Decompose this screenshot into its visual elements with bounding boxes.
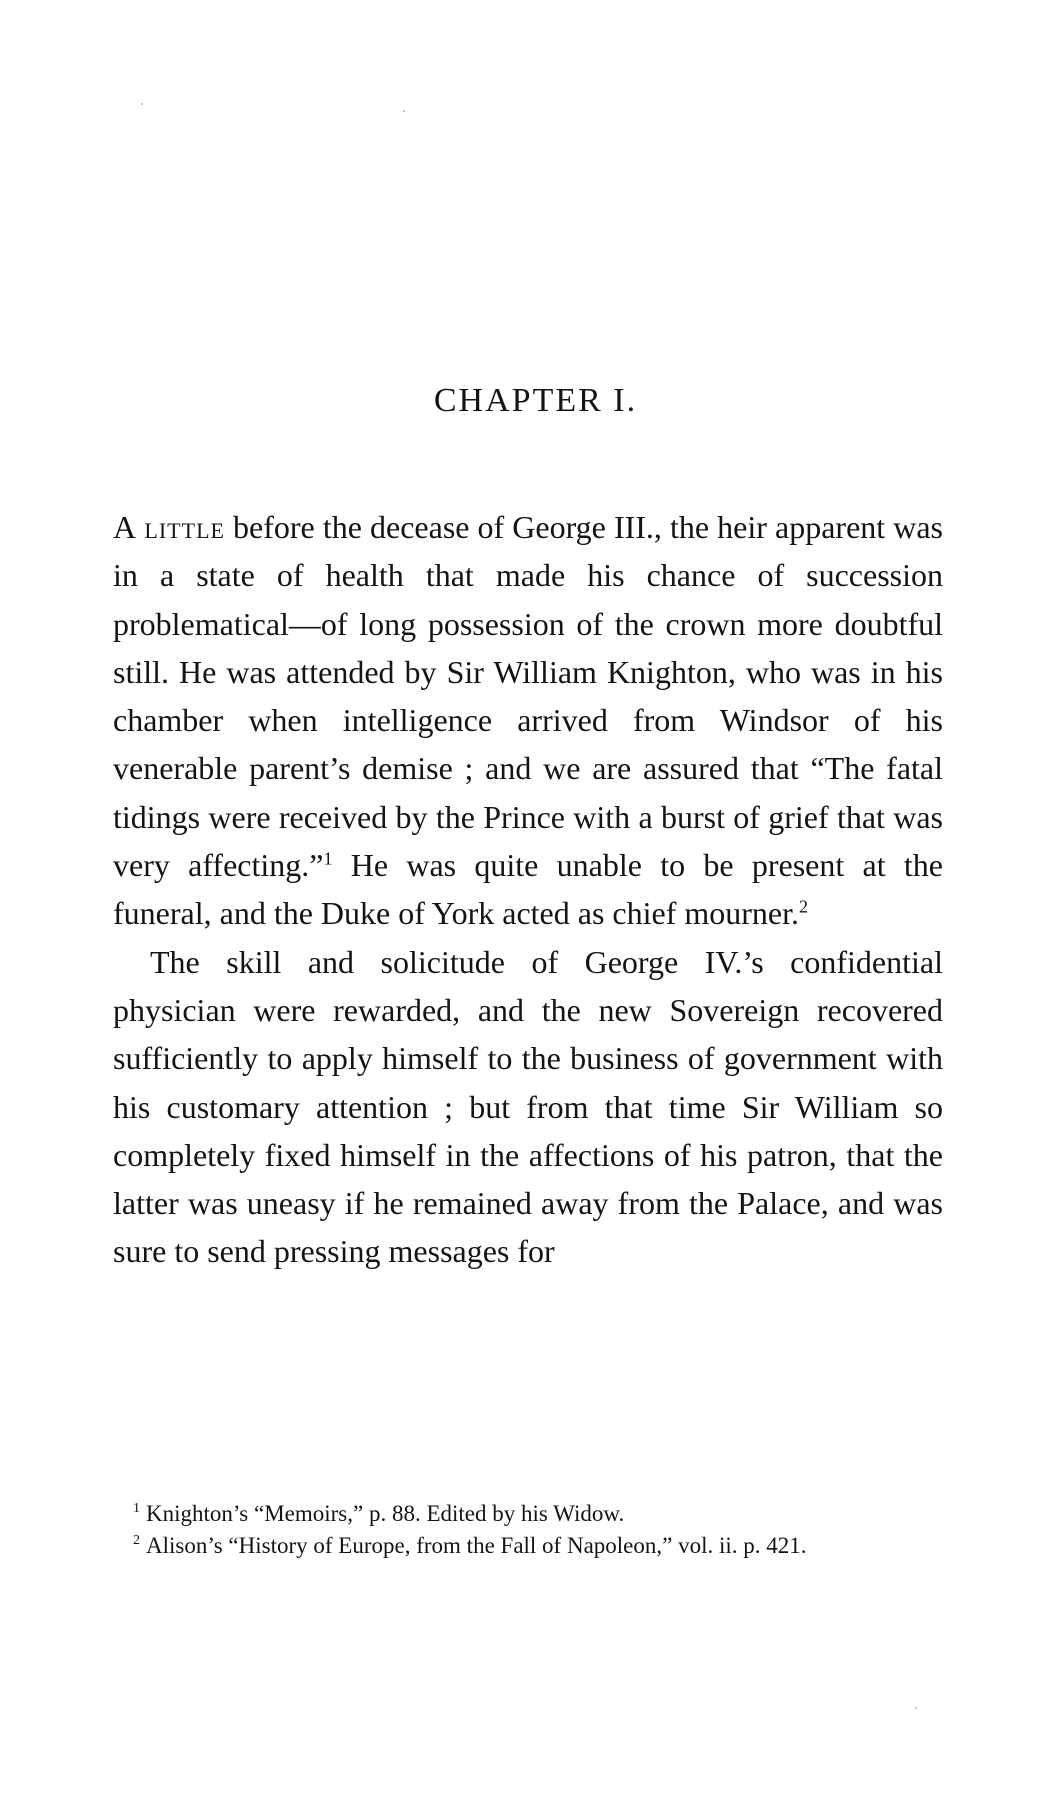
- paper-speck: [915, 1707, 917, 1709]
- paragraph-1-text-continued: He was quite unable to be present at the funeral, and the Duke of York acted as chief mourner.: [113, 847, 944, 932]
- footnote-2: [113, 1530, 943, 1562]
- paragraph-lead-in: A little: [113, 509, 225, 545]
- paper-speck: [403, 110, 405, 112]
- body-text: [113, 503, 943, 1276]
- footnotes: [113, 1498, 943, 1562]
- paragraph-2: The skill and solicitude of George IV.’s confidential physician were rewarded, and the new Sovereign recovered sufficiently to apply himself to the business of government with his customary attention ; but from that time Sir William so completely fixed himself in the affections of his patron, that the latter was uneasy if he remained away from the Palace, and was sure to send pressing messages for: [113, 943, 943, 1270]
- footnote-mark-1: 1: [133, 1501, 140, 1517]
- paper-speck: [141, 103, 143, 105]
- footnote-1: [113, 1498, 943, 1530]
- chapter-heading: CHAPTER I.: [433, 382, 638, 419]
- paragraph-1: [113, 503, 943, 938]
- footnote-mark-2: 2: [133, 1533, 140, 1549]
- footnote-2-text: Alison’s “History of Europe, from the Fall of Napoleon,” vol. ii. p. 421.: [146, 1533, 807, 1558]
- footnote-1-text: Knighton’s “Memoirs,” p. 88. Edited by his Widow.: [146, 1501, 625, 1526]
- paragraph-1-text: before the decease of George III., the heir apparent was in a state of health that made his chance of succession problematical—of long possession of the crown more doubtful still. He was attended by Sir William Knighton, who was in his chamber when intelligence arrived from Windsor of his venerable parent’s demise ; and we are assured that “The fatal tidings were received by the Prince with a burst of grief that was very affecting.”: [113, 509, 943, 884]
- footnote-reference-1: 1: [323, 848, 333, 869]
- footnote-reference-2: 2: [799, 896, 808, 917]
